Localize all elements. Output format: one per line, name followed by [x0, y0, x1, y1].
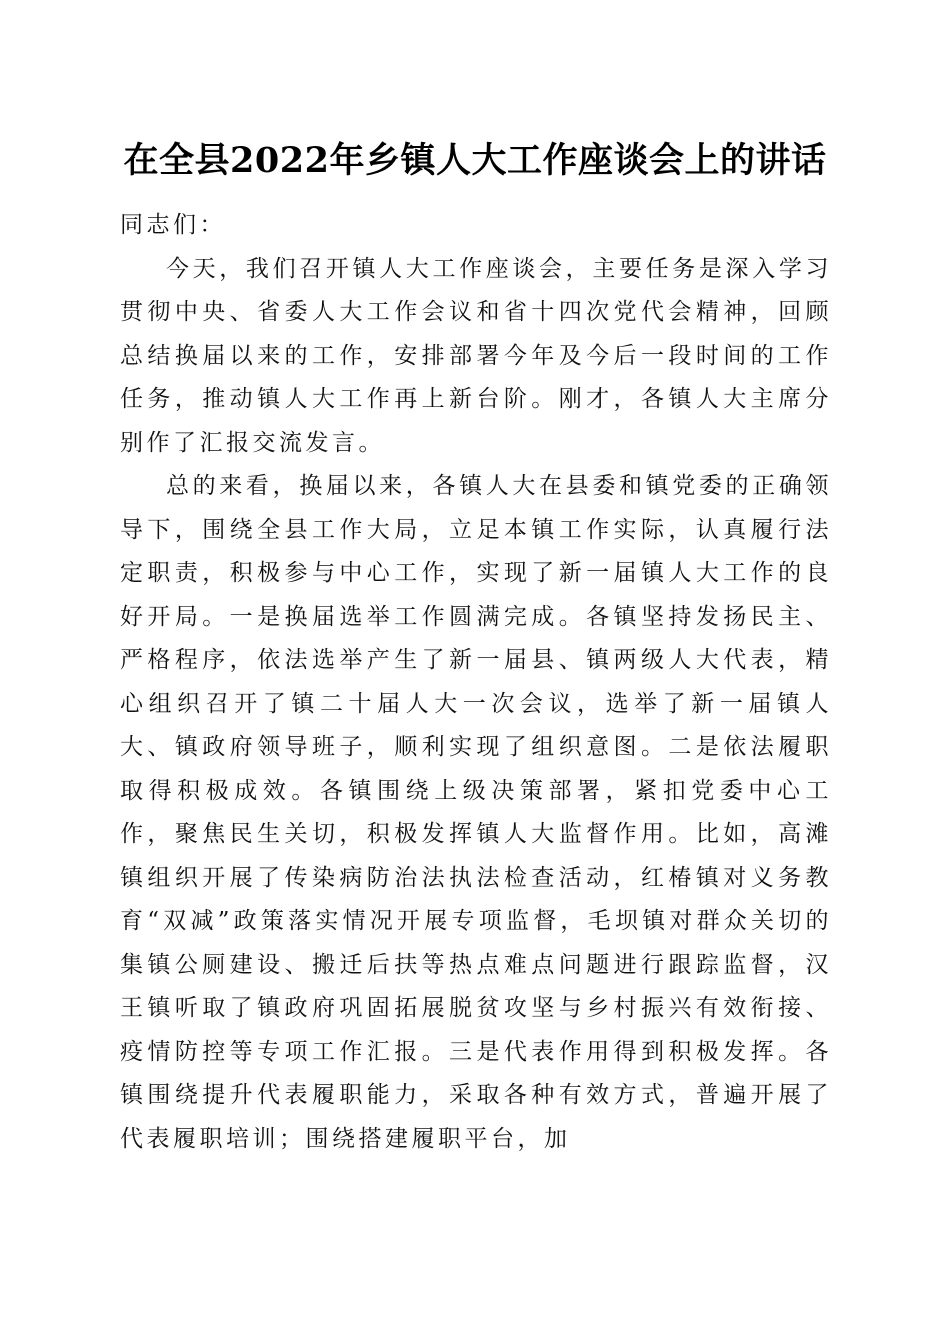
document-title: 在全县2022年乡镇人大工作座谈会上的讲话 [123, 140, 827, 181]
document-body [120, 204, 832, 1161]
paragraph-1: 今天，我们召开镇人大工作座谈会，主要任务是深入学习贯彻中央、省委人大工作会议和省十四次党代会精神，回顾总结换届以来的工作，安排部署今年及今后一段时间的工作任务，推动镇人大工作再上新台阶。刚才，各镇人大主席分别作了汇报交流发言。 [120, 255, 832, 456]
salutation: 同志们： [120, 212, 226, 238]
paragraph-2: 总的来看，换届以来，各镇人大在县委和镇党委的正确领导下，围绕全县工作大局，立足本镇工作实际，认真履行法定职责，积极参与中心工作，实现了新一届镇人大工作的良好开局。一是换届选举工作圆满完成。各镇坚持发扬民主、严格程序，依法选举产生了新一届县、镇两级人大代表，精心组织召开了镇二十届人大一次会议，选举了新一届镇人大、镇政府领导班子，顺利实现了组织意图。二是依法履职取得积极成效。各镇围绕上级决策部署，紧扣党委中心工作，聚焦民生关切，积极发挥镇人大监督作用。比如，高滩镇组织开展了传染病防治法执法检查活动，红椿镇对义务教育“双减”政策落实情况开展专项监督，毛坝镇对群众关切的集镇公厕建设、搬迁后扶等热点难点问题进行跟踪监督，汉王镇听取了镇政府巩固拓展脱贫攻坚与乡村振兴有效衔接、疫情防控等专项工作汇报。三是代表作用得到积极发挥。各镇围绕提升代表履职能力，采取各种有效方式，普遍开展了代表履职培训；围绕搭建履职平台，加 [120, 473, 832, 1152]
